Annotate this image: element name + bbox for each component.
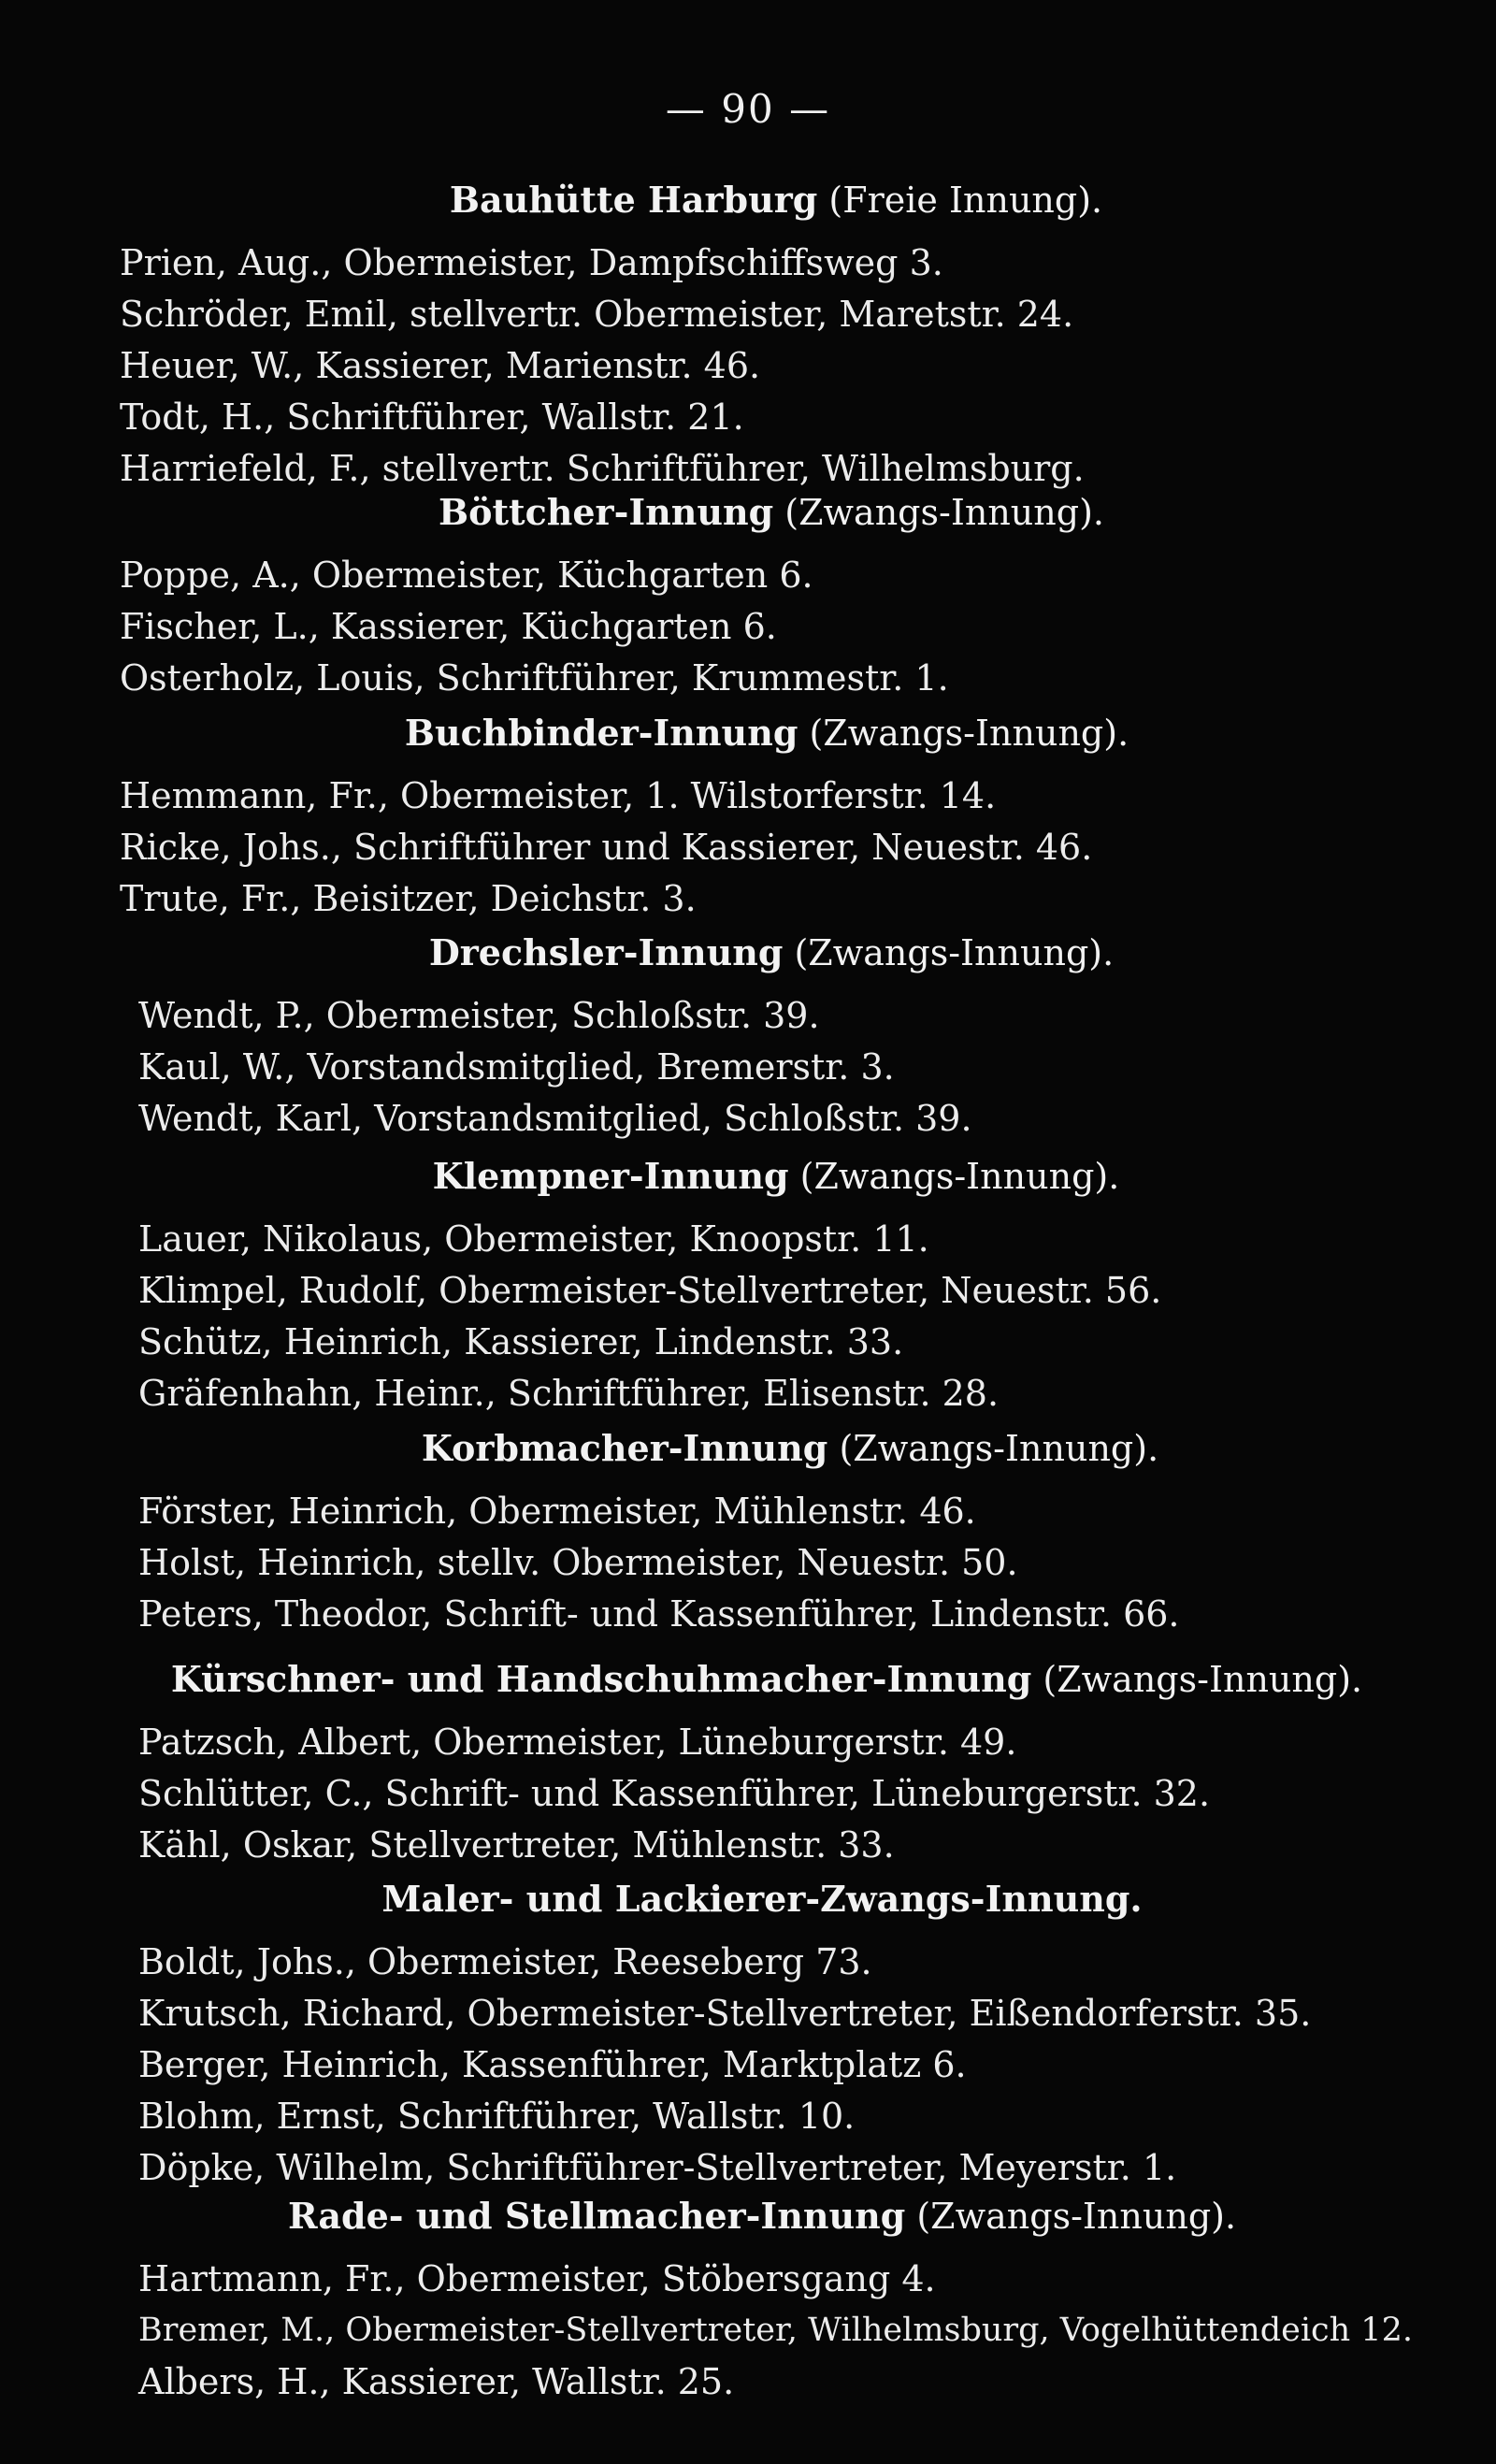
member-entry: Ricke, Johs., Schriftführer und Kassierer, Neuestr. 46. xyxy=(120,827,1093,868)
guild-section xyxy=(0,927,1496,1145)
member-entry: Döpke, Wilhelm, Schriftführer-Stellvertreter, Meyerstr. 1. xyxy=(138,2147,1177,2188)
guild-section xyxy=(0,1150,1496,1419)
member-list xyxy=(0,2254,1496,2408)
member-entry: Lauer, Nikolaus, Obermeister, Knoopstr. 11. xyxy=(138,1218,929,1260)
section-type: (Zwangs-Innung). xyxy=(827,1428,1159,1469)
member-entry: Schlütter, C., Schrift- und Kassenführer, Lüneburgerstr. 32. xyxy=(138,1773,1211,1814)
member-entry: Fischer, L., Kassierer, Küchgarten 6. xyxy=(120,606,777,647)
section-name: Klempner-Innung xyxy=(432,1155,789,1197)
member-entry: Gräfenhahn, Heinr., Schriftführer, Elisenstr. 28. xyxy=(138,1373,1000,1414)
guild-section xyxy=(0,1422,1496,1640)
member-list xyxy=(0,1214,1496,1419)
member-entry: Blohm, Ernst, Schriftführer, Wallstr. 10. xyxy=(138,2096,856,2137)
member-entry: Osterholz, Louis, Schriftführer, Krummestr. 1. xyxy=(120,657,949,699)
section-name: Maler- und Lackierer-Zwangs-Innung. xyxy=(381,1878,1143,1920)
member-entry: Trute, Fr., Beisitzer, Deichstr. 3. xyxy=(120,878,697,919)
section-heading xyxy=(0,1873,1496,1925)
section-name: Rade- und Stellmacher-Innung xyxy=(287,2195,906,2237)
member-entry: Bremer, M., Obermeister-Stellvertreter, Wilhelmsburg, Vogelhüttendeich 12. xyxy=(138,2312,1413,2349)
member-entry: Kähl, Oskar, Stellvertreter, Mühlenstr. 33. xyxy=(138,1824,895,1866)
member-entry: Wendt, P., Obermeister, Schloßstr. 39. xyxy=(138,995,820,1036)
member-entry: Todt, H., Schriftführer, Wallstr. 21. xyxy=(120,396,744,438)
section-type: (Zwangs-Innung). xyxy=(1031,1659,1363,1700)
section-name: Korbmacher-Innung xyxy=(421,1427,828,1469)
member-list xyxy=(0,990,1496,1145)
member-list xyxy=(0,1717,1496,1871)
section-heading xyxy=(0,707,1496,759)
member-list xyxy=(0,771,1496,925)
member-entry: Hartmann, Fr., Obermeister, Stöbersgang 4. xyxy=(138,2258,936,2299)
guild-section xyxy=(0,707,1496,925)
section-heading xyxy=(0,927,1496,979)
section-heading xyxy=(0,486,1496,539)
section-name: Bauhütte Harburg xyxy=(449,179,818,221)
section-name: Kürschner- und Handschuhmacher-Innung xyxy=(170,1658,1032,1700)
section-name: Drechsler-Innung xyxy=(428,931,784,973)
guild-section xyxy=(0,174,1496,495)
section-heading xyxy=(0,174,1496,226)
section-name: Buchbinder-Innung xyxy=(404,712,798,754)
section-type: (Zwangs-Innung). xyxy=(773,492,1104,533)
member-entry: Prien, Aug., Obermeister, Dampfschiffsweg 3. xyxy=(120,242,943,283)
member-entry: Schütz, Heinrich, Kassierer, Lindenstr. 33. xyxy=(138,1321,904,1362)
section-name: Böttcher-Innung xyxy=(439,491,774,533)
member-list xyxy=(0,238,1496,495)
member-entry: Harriefeld, F., stellvertr. Schriftführer, Wilhelmsburg. xyxy=(120,448,1085,489)
member-entry: Albers, H., Kassierer, Wallstr. 25. xyxy=(138,2361,735,2402)
member-entry: Schröder, Emil, stellvertr. Obermeister, Maretstr. 24. xyxy=(120,294,1074,335)
member-entry: Hemmann, Fr., Obermeister, 1. Wilstorferstr. 14. xyxy=(120,775,997,816)
guild-section xyxy=(0,1873,1496,2194)
member-entry: Berger, Heinrich, Kassenführer, Marktplatz 6. xyxy=(138,2044,967,2085)
section-heading xyxy=(0,1422,1496,1475)
section-type: (Zwangs-Innung). xyxy=(783,932,1115,973)
section-type: (Zwangs-Innung). xyxy=(798,713,1129,754)
member-entry: Peters, Theodor, Schrift- und Kassenführer, Lindenstr. 66. xyxy=(138,1593,1180,1635)
member-entry: Kaul, W., Vorstandsmitglied, Bremerstr. 3. xyxy=(138,1046,895,1088)
member-list xyxy=(0,550,1496,704)
member-entry: Holst, Heinrich, stellv. Obermeister, Neuestr. 50. xyxy=(138,1542,1018,1583)
page-number: — 90 — xyxy=(665,86,831,132)
member-entry: Boldt, Johs., Obermeister, Reeseberg 73. xyxy=(138,1941,872,1982)
member-entry: Förster, Heinrich, Obermeister, Mühlenstr. 46. xyxy=(138,1491,976,1532)
section-type: (Zwangs-Innung). xyxy=(788,1156,1120,1197)
section-heading xyxy=(0,2190,1496,2242)
guild-section xyxy=(0,486,1496,704)
section-heading xyxy=(0,1150,1496,1203)
member-entry: Klimpel, Rudolf, Obermeister-Stellvertreter, Neuestr. 56. xyxy=(138,1270,1162,1311)
member-entry: Wendt, Karl, Vorstandsmitglied, Schloßstr. 39. xyxy=(138,1098,972,1139)
member-entry: Heuer, W., Kassierer, Marienstr. 46. xyxy=(120,345,761,386)
guild-section xyxy=(0,1653,1496,1871)
section-type: (Zwangs-Innung). xyxy=(905,2196,1237,2237)
member-entry: Patzsch, Albert, Obermeister, Lüneburgerstr. 49. xyxy=(138,1722,1017,1763)
member-entry: Krutsch, Richard, Obermeister-Stellvertreter, Eißendorferstr. 35. xyxy=(138,1993,1312,2034)
section-type: (Freie Innung). xyxy=(817,180,1103,221)
guild-section xyxy=(0,2190,1496,2408)
member-list xyxy=(0,1486,1496,1640)
member-list xyxy=(0,1937,1496,2194)
member-entry: Poppe, A., Obermeister, Küchgarten 6. xyxy=(120,555,813,596)
section-heading xyxy=(0,1653,1496,1706)
